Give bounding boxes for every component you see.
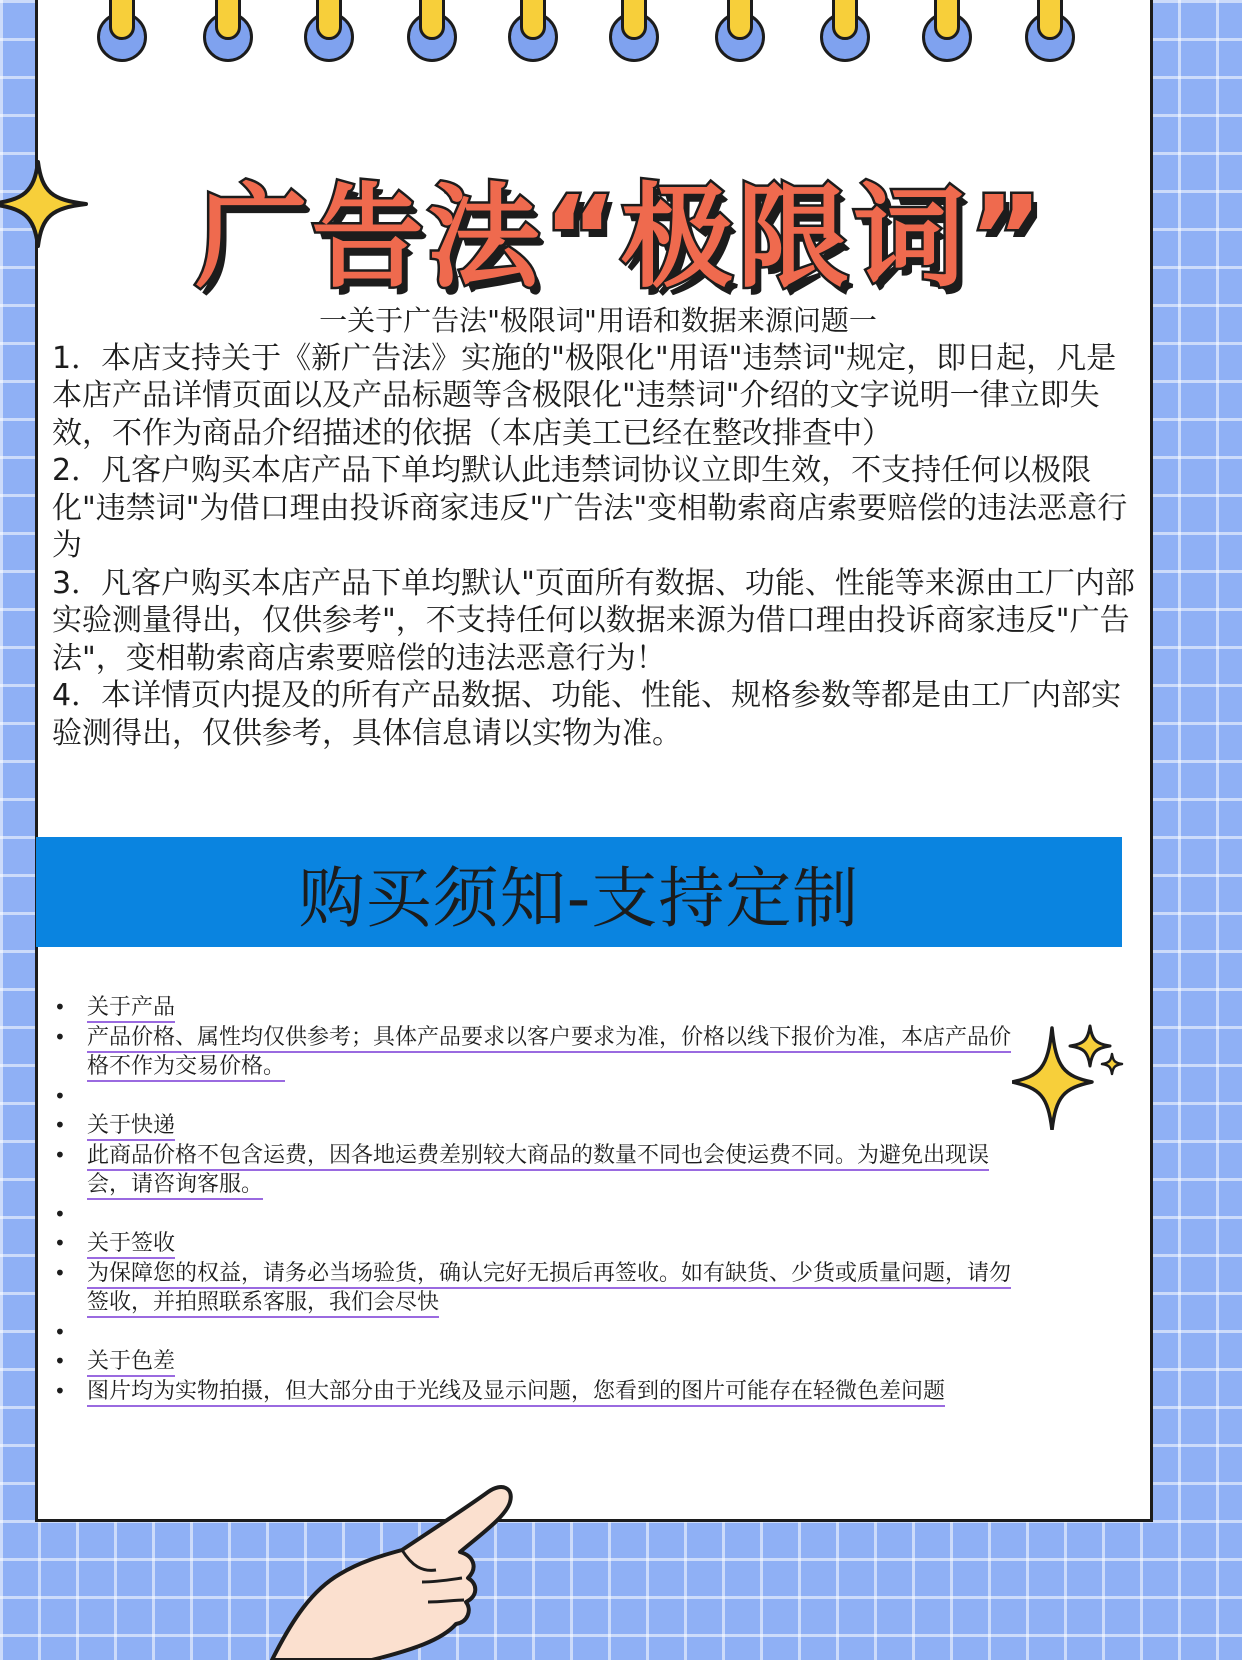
binder-ring-wire (727, 0, 753, 40)
binder-ring-wire (520, 0, 546, 40)
binder-ring (1025, 0, 1075, 62)
purchase-notice-banner (36, 837, 1122, 947)
banner-title: 购买须知-支持定制 (298, 859, 860, 937)
list-item: • 此商品价格不包含运费，因各地运费差别较大商品的数量不同也会使运费不同。为避免出现误会，请咨询客服。 (52, 1141, 1012, 1200)
list-item: • 为保障您的权益，请务必当场验货，确认完好无损后再签收。如有缺货、少货或质量问题，请勿签收，并拍照联系客服，我们会尽快 (52, 1259, 1012, 1318)
page-title: 广告法“极限词” (195, 173, 1047, 303)
binder-ring (97, 0, 147, 62)
notice-paragraph-4: 4．本详情页内提及的所有产品数据、功能、性能、规格参数等都是由工厂内部实验测得出，仅供参考，具体信息请以实物为准。 (52, 678, 1122, 751)
list-item: • 关于快递 (52, 1111, 1012, 1141)
list-item: • 产品价格、属性均仅供参考；具体产品要求以客户要求为准，价格以线下报价为准，本店产品价格不作为交易价格。 (52, 1023, 1012, 1082)
binder-ring-wire (215, 0, 241, 40)
list-item: • 关于色差 (52, 1347, 1012, 1377)
notice-paragraph-1: 1．本店支持关于《新广告法》实施的"极限化"用语"违禁词"规定，即日起，凡是本店产品详情页面以及产品标题等含极限化"违禁词"介绍的文字说明一律立即失效，不作为商品介绍描述的依据（本店美工已经在整改排查中） (52, 340, 1117, 451)
binder-ring (820, 0, 870, 62)
notice-subtitle: 一关于广告法"极限词"用语和数据来源问题一 (319, 304, 877, 337)
list-item-empty (52, 1318, 1012, 1348)
binder-ring (203, 0, 253, 62)
list-item: • 图片均为实物拍摄，但大部分由于光线及显示问题，您看到的图片可能存在轻微色差问题 (52, 1377, 1012, 1407)
notice-section (52, 302, 1144, 752)
binder-ring (715, 0, 765, 62)
pointing-hand-icon (252, 1470, 532, 1660)
binder-ring-wire (832, 0, 858, 40)
binder-ring-wire (934, 0, 960, 40)
binder-ring (609, 0, 659, 62)
binder-ring (922, 0, 972, 62)
binder-ring-wire (1037, 0, 1063, 40)
list-item: • 关于签收 (52, 1229, 1012, 1259)
list-item-empty (52, 1082, 1012, 1112)
binder-ring-wire (621, 0, 647, 40)
notice-paragraph-3: 3．凡客户购买本店产品下单均默认"页面所有数据、功能、性能等来源由工厂内部实验测量得出，仅供参考"，不支持任何以数据来源为借口理由投诉商家违反"广告法"，变相勒索商店索要赔偿的违法恶意行为！ (52, 565, 1135, 676)
binder-ring-wire (316, 0, 342, 40)
binder-ring-wire (109, 0, 135, 40)
binder-ring-wire (419, 0, 445, 40)
binder-ring (304, 0, 354, 62)
notice-paragraph-2: 2．凡客户购买本店产品下单均默认此违禁词协议立即生效，不支持任何以极限化"违禁词"为借口理由投诉商家违反"广告法"变相勒索商店索要赔偿的违法恶意行为 (52, 453, 1128, 563)
purchase-notice-list (52, 993, 1012, 1406)
binder-ring (508, 0, 558, 62)
list-item: • 关于产品 (52, 993, 1012, 1023)
binder-ring (407, 0, 457, 62)
list-item-empty (52, 1200, 1012, 1230)
sparkle-cluster-icon (1012, 1018, 1124, 1130)
